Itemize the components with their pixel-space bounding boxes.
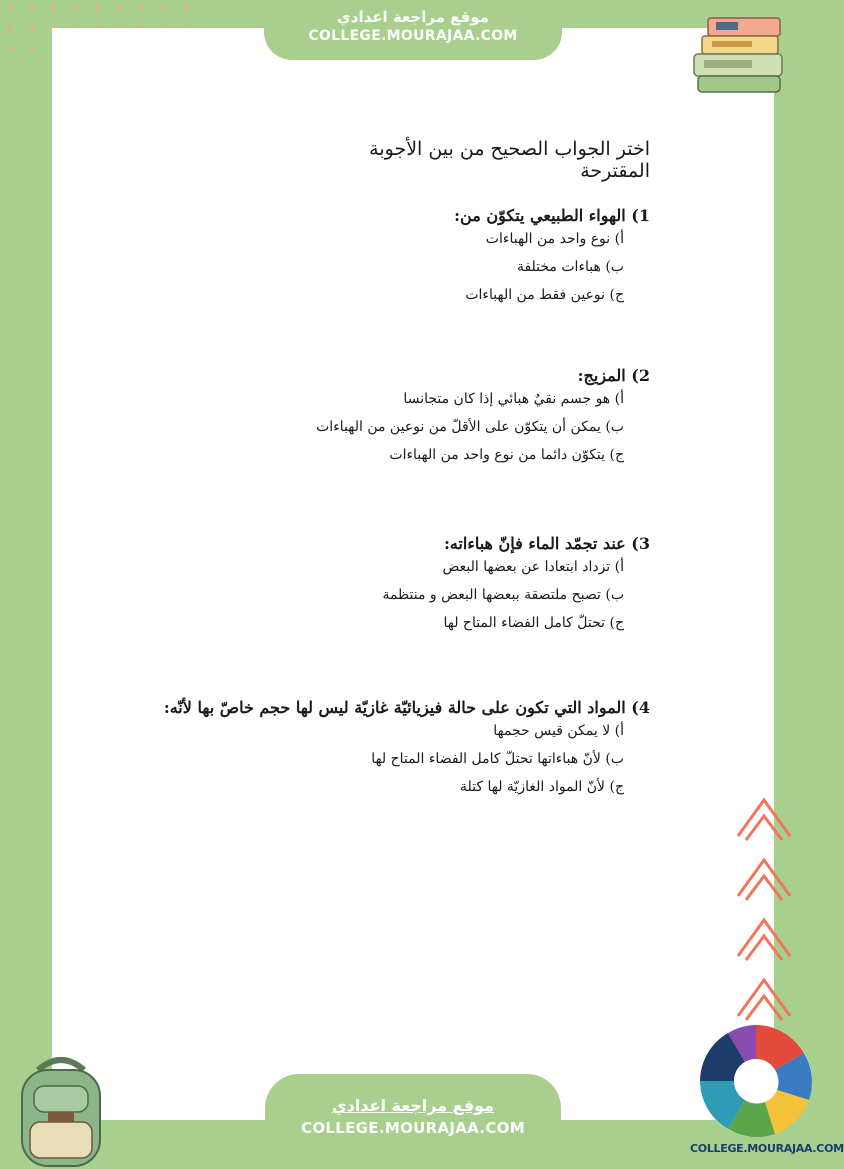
instruction-text: اختر الجواب الصحيح من بين الأجوبة المقترحة [369, 138, 650, 182]
option-c: ج) نوعين فقط من الهباءات [465, 287, 624, 303]
option-b: ب) تصبح ملتصقة ببعضها البعض و منتظمة [382, 587, 624, 603]
header-site-name: موقع مراجعة اعدادي [337, 8, 489, 26]
option-c: ج) تحتلّ كامل الفضاء المتاح لها [443, 615, 624, 631]
books-icon [690, 12, 788, 96]
question-1 [140, 206, 650, 309]
question-title: 3) عند تجمّد الماء فإنّ هباءاته: [443, 534, 650, 553]
option-a: أ) نوع واحد من الهباءات [485, 231, 624, 247]
header-banner [264, 0, 562, 60]
backpack-icon [8, 1052, 114, 1169]
footer-site-url[interactable]: COLLEGE.MOURAJAA.COM [301, 1119, 525, 1137]
option-b: ب) لأنّ هباءاتها تحتلّ كامل الفضاء المتاح لها [371, 751, 624, 767]
question-4 [140, 698, 650, 801]
question-title: 4) المواد التي تكون على حالة فيزيائيّة غازيّة ليس لها حجم خاصّ بها لأنّه: [163, 698, 650, 717]
question-2 [140, 366, 650, 469]
question-title: 2) المزيج: [577, 366, 650, 385]
question-3 [140, 534, 650, 637]
option-c: ج) لأنّ المواد الغازيّة لها كتلة [460, 779, 624, 795]
option-a: أ) تزداد ابتعادا عن بعضها البعض [442, 559, 624, 575]
chevron-up-icon [734, 792, 794, 1032]
option-b: ب) يمكن أن يتكوّن على الأقلّ من نوعين من الهباءات [316, 419, 624, 435]
footer-banner [265, 1074, 561, 1169]
option-a: أ) هو جسم نقيٌ هبائي إذا كان متجانسا [403, 391, 624, 407]
option-a: أ) لا يمكن قيس حجمها [493, 723, 624, 739]
header-site-url[interactable]: COLLEGE.MOURAJAA.COM [308, 28, 518, 44]
option-c: ج) يتكوّن دائما من نوع واحد من الهباءات [389, 447, 624, 463]
footer-logo-text: COLLEGE.MOURAJAA.COM [690, 1142, 844, 1155]
school-subjects-logo [697, 1022, 815, 1140]
footer-site-name: موقع مراجعة اعدادي [331, 1096, 495, 1115]
question-title: 1) الهواء الطبيعي يتكوّن من: [454, 206, 650, 225]
option-b: ب) هباءات مختلفة [516, 259, 624, 275]
